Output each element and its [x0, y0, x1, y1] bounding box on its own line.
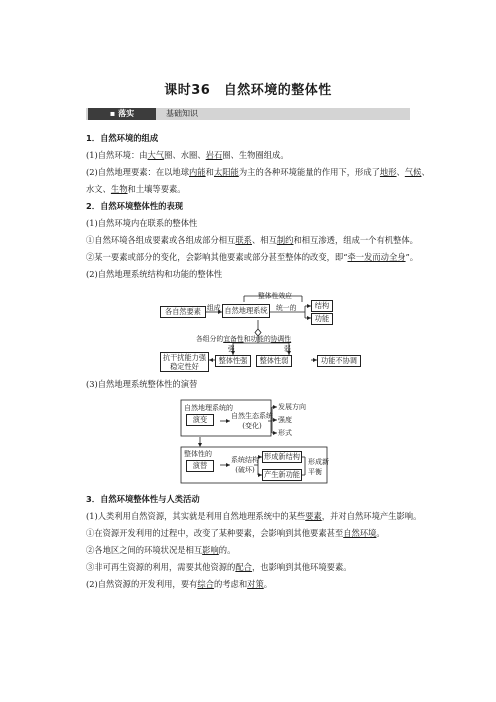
- d1-arrow-label-unified: 统一的: [276, 304, 297, 312]
- d2-succession-title: 整体性的: [184, 450, 212, 458]
- s2-line-5: (3)自然地理系统整体性的演替: [86, 379, 198, 389]
- d2-direction: 发展方向: [278, 403, 306, 411]
- d2-succession-box: 演替: [186, 460, 214, 472]
- section-2-heading: 2．自然环境整体性的表现: [86, 201, 184, 211]
- d2-system-structure: 系统结构 (破坏): [231, 456, 259, 474]
- s1-line-1: (1)自然环境：由大气圈、水圈、岩石圈、生物圈组成。: [86, 150, 289, 160]
- d2-new-function-box: 产生新功能: [262, 469, 302, 481]
- section-3-heading: 3．自然环境整体性与人类活动: [86, 494, 200, 504]
- s2-line-4: (2)自然地理系统结构和功能的整体性: [86, 269, 223, 279]
- d1-strong-box: 整体性强: [215, 355, 251, 367]
- s3-line-5: (2)自然资源的开发利用，要有综合的考虑和对策。: [86, 579, 273, 589]
- d1-system-box: 自然地理系统: [222, 304, 270, 318]
- d1-function-box: 功能: [311, 313, 333, 325]
- d1-stability-box: 抗干扰能力强 稳定性好: [160, 352, 209, 372]
- s1-line-2: (2)自然地理要素：在以地球内能和太阳能为主的各种环境能量的作用下，形成了地形、气候、: [86, 167, 430, 177]
- d2-new-balance: 形成新 平衡: [308, 458, 329, 476]
- d1-strong-label: 强: [228, 345, 235, 353]
- d1-top-label: 整体性效应: [258, 292, 292, 300]
- d1-weak-box: 整体性弱: [256, 355, 292, 367]
- band-tag: ▪ 落实: [88, 108, 156, 120]
- d1-arrow-label-compose: 组成: [207, 304, 221, 312]
- d1-dysfunction-box: 功能不协调: [317, 355, 361, 367]
- d2-form: 形式: [278, 429, 292, 437]
- d1-structure-box: 结构: [311, 300, 333, 312]
- s2-line-2: ①自然环境各组成要素或各组成部分相互联系、相互制约和相互渗透，组成一个有机整体。: [86, 235, 418, 245]
- band-label: 基础知识: [166, 109, 198, 118]
- d1-weak-label: 弱: [284, 345, 291, 353]
- page-title: 课时36 自然环境的整体性: [164, 83, 332, 98]
- d2-intensity: 强度: [278, 416, 292, 424]
- d2-evolution-title: 自然地理系统的: [184, 404, 233, 412]
- s2-line-3: ②某一要素或部分的变化，会影响其他要素或部分甚至整体的改变，即“牵一发而动全身”。: [86, 252, 419, 262]
- section-1-heading: 1．自然环境的组成: [86, 133, 159, 143]
- d2-evolution-box: 演变: [186, 414, 214, 426]
- s1-line-3: 水文、生物和土壤等要素。: [86, 184, 186, 194]
- s3-line-1: (1)人类利用自然资源，其实就是利用自然地理系统中的某些要素，并对自然环境产生影响。: [86, 511, 422, 521]
- s3-line-2: ①在资源开发利用的过程中，改变了某种要素，会影响到其他要素甚至自然环境。: [86, 528, 385, 538]
- s3-line-4: ③非可再生资源的利用，需要其他资源的配合，也影响到其他环境要素。: [86, 562, 352, 572]
- s3-line-3: ②各地区之间的环境状况是相互影响的。: [86, 545, 236, 555]
- d1-middle-text: 各组分的宜备性和功能的协调性: [196, 335, 292, 343]
- d2-eco-system: 自然生态系统 (变化): [231, 412, 273, 430]
- d1-elements-box: 各自然要素: [160, 306, 206, 318]
- d2-new-structure-box: 形成新结构: [262, 451, 302, 463]
- s2-line-1: (1)自然环境内在联系的整体性: [86, 218, 198, 228]
